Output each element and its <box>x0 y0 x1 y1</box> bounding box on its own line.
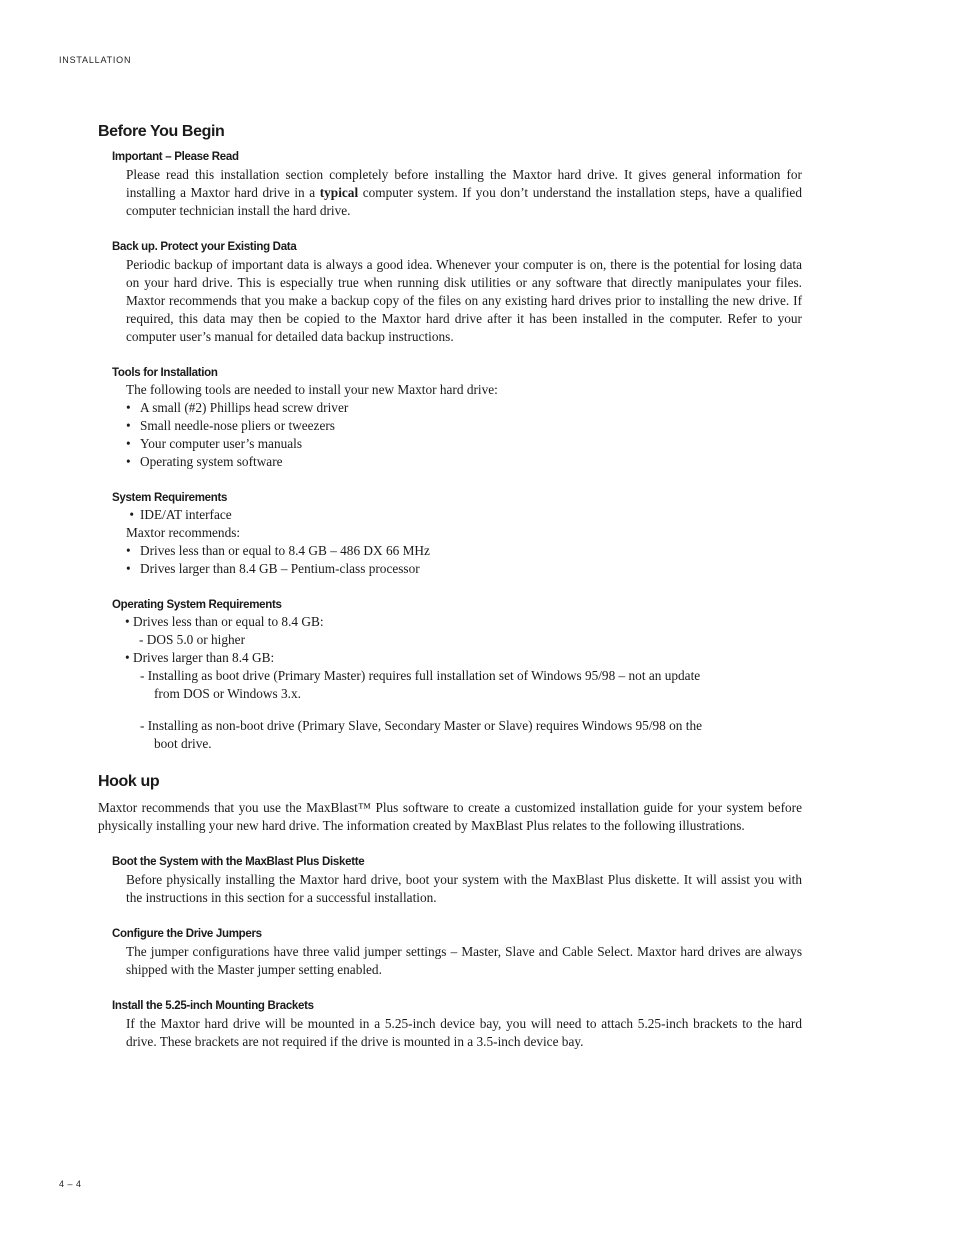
osreq-subitem-line: boot drive. <box>154 736 212 751</box>
tools-item-text: Operating system software <box>140 454 283 469</box>
section-title-before-you-begin: Before You Begin <box>98 123 225 140</box>
backup-text: Periodic backup of important data is always a good idea. Whenever your computer is on, there is the potential for losing data on your hard drive. This is especially true when running disk utilities or any software that directly manipulates your files. Maxtor recommends that you make a backup copy of the files on any existing hard drives prior to installing the new drive. If required, this data may then be copied to the Maxtor hard drive after it has been installed in the computer. Refer to your computer user’s manual for detailed data backup instructions. <box>126 257 802 344</box>
osreq-item: • Drives less than or equal to 8.4 GB: <box>125 614 324 629</box>
heading-brackets: Install the 5.25-inch Mounting Brackets <box>112 1000 314 1012</box>
sysreq-item <box>98 542 802 560</box>
osreq-subitem-line: - Installing as non-boot drive (Primary Slave, Secondary Master or Slave) requires Windows 95/98 on the <box>140 718 703 733</box>
bullet: • <box>126 543 131 558</box>
heading-tools: Tools for Installation <box>112 367 218 379</box>
heading-backup: Back up. Protect your Existing Data <box>112 241 297 253</box>
page-content <box>98 122 802 1070</box>
tools-intro: The following tools are needed to install your new Maxtor hard drive: <box>126 382 498 397</box>
important-text <box>98 166 802 220</box>
important-text-a: Please read this installation section completely before installing the Maxtor hard drive. It gives general information for installing a Maxtor hard drive in a <box>126 167 802 200</box>
important-text-b: computer system. If you don’t understand the installation steps, have a qualified computer technician install the hard drive. <box>126 185 802 218</box>
osreq-subitem-line: from DOS or Windows 3.x. <box>154 686 301 701</box>
osreq-subitem-line: - Installing as boot drive (Primary Master) requires full installation set of Windows 95/98 – not an update <box>140 668 701 683</box>
important-text-bold: typical <box>319 185 359 200</box>
heading-important: Important – Please Read <box>112 151 239 163</box>
brackets-block <box>98 998 802 1051</box>
jumpers-text: The jumper configurations have three valid jumper settings – Master, Slave and Cable Select. Maxtor hard drives are always shipped with the Master jumper setting enabled. <box>126 944 802 977</box>
tools-item-text: A small (#2) Phillips head screw driver <box>140 400 349 415</box>
sysreq-item <box>98 506 802 524</box>
sysreq-item-text: IDE/AT interface <box>140 507 232 522</box>
page-number: 4 – 4 <box>59 1179 82 1189</box>
tools-item-text: Small needle-nose pliers or tweezers <box>140 418 335 433</box>
bullet: • <box>126 507 134 522</box>
osreq-item: • Drives larger than 8.4 GB: <box>125 650 275 665</box>
heading-boot: Boot the System with the MaxBlast Plus Diskette <box>112 856 365 868</box>
tools-item <box>98 399 802 417</box>
tools-block <box>98 365 802 471</box>
bullet: • <box>126 418 131 433</box>
sysreq-item <box>98 560 802 578</box>
tools-item-text: Your computer user’s manuals <box>140 436 303 451</box>
bullet: • <box>126 454 131 469</box>
sysreq-item-text: Drives less than or equal to 8.4 GB – 486 DX 66 MHz <box>140 543 430 558</box>
spacer <box>98 703 802 717</box>
os-requirements-block <box>98 597 802 753</box>
tools-item <box>98 453 802 471</box>
sysreq-recommends: Maxtor recommends: <box>126 525 241 540</box>
boot-block <box>98 854 802 907</box>
system-requirements-block <box>98 490 802 578</box>
hookup-intro-block <box>98 799 802 835</box>
bullet: • <box>126 436 131 451</box>
heading-jumpers: Configure the Drive Jumpers <box>112 928 262 940</box>
heading-system-requirements: System Requirements <box>112 492 228 504</box>
osreq-subitem: - DOS 5.0 or higher <box>139 632 245 647</box>
bullet: • <box>126 561 131 576</box>
tools-item <box>98 417 802 435</box>
bullet: • <box>126 400 131 415</box>
sysreq-item-text: Drives larger than 8.4 GB – Pentium-class processor <box>140 561 420 576</box>
brackets-text: If the Maxtor hard drive will be mounted in a 5.25-inch device bay, you will need to attach 5.25-inch brackets to the hard drive. These brackets are not required if the drive is mounted in a 3.5-inch device bay. <box>126 1016 802 1049</box>
important-block <box>98 149 802 220</box>
osreq-subitem <box>98 717 802 753</box>
tools-item <box>98 435 802 453</box>
hookup-intro: Maxtor recommends that you use the MaxBlast™ Plus software to create a customized installation guide for your system before physically installing your new hard drive. The information created by MaxBlast Plus relates to the following illustrations. <box>98 800 802 833</box>
jumpers-block <box>98 926 802 979</box>
heading-os-requirements: Operating System Requirements <box>112 599 282 611</box>
osreq-subitem <box>98 667 802 703</box>
running-head: INSTALLATION <box>59 55 132 65</box>
section-title-hook-up: Hook up <box>98 773 160 790</box>
boot-text: Before physically installing the Maxtor hard drive, boot your system with the MaxBlast Plus diskette. It will assist you with the instructions in this section for a successful installation. <box>126 872 802 905</box>
backup-block <box>98 239 802 346</box>
